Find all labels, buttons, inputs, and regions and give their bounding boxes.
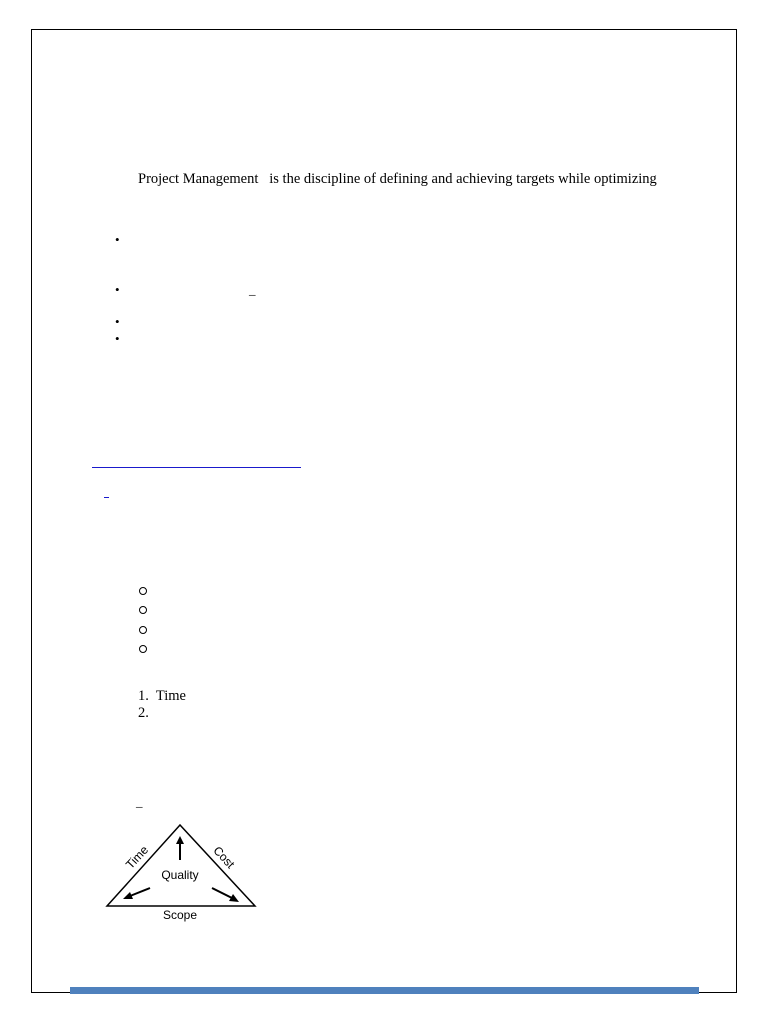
hyperlink-underline-small[interactable] — [104, 497, 109, 498]
numbered-item-text: Time — [155, 688, 186, 704]
bullet-item: • — [115, 314, 120, 329]
numbered-item-number: 1. — [138, 688, 149, 704]
section-dash: _ — [136, 794, 143, 809]
numbered-item — [138, 688, 186, 704]
down-right-arrow-icon — [212, 888, 232, 898]
sub-bullet-circle — [139, 626, 147, 634]
sub-bullet-circle — [139, 587, 147, 595]
hyperlink-underline[interactable] — [92, 467, 301, 468]
bullet-item: • — [115, 232, 120, 247]
triangle-left-label: Time — [123, 842, 152, 872]
triangle-center-label: Quality — [161, 868, 199, 882]
footer-bar — [70, 987, 699, 994]
numbered-item — [138, 705, 156, 721]
triangle-right-label: Cost — [210, 843, 238, 872]
up-arrow-head — [176, 836, 184, 844]
intro-paragraph — [138, 170, 657, 188]
down-left-arrow-head — [123, 892, 133, 899]
sub-bullet-circle — [139, 606, 147, 614]
sub-bullet-circle — [139, 645, 147, 653]
bullet-dash: _ — [249, 282, 256, 297]
intro-term: Project Management — [138, 171, 259, 187]
bullet-item: • — [115, 331, 120, 346]
triangle-bottom-label: Scope — [162, 908, 198, 922]
intro-text: is the discipline of defining and achieving targets while optimizing — [269, 171, 657, 187]
project-triangle-diagram — [104, 822, 260, 922]
bullet-item: • — [115, 282, 120, 297]
numbered-item-number: 2. — [138, 705, 149, 721]
down-left-arrow-icon — [130, 888, 150, 896]
